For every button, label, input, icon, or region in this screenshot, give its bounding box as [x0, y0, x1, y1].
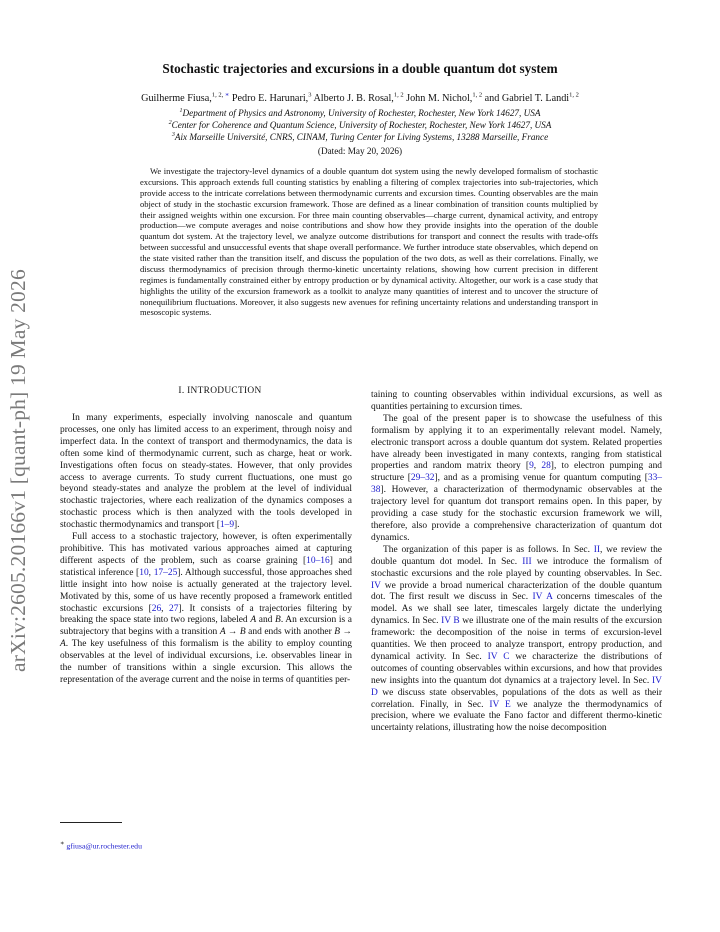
citation-link[interactable]: 26 — [151, 603, 162, 614]
body-text: . The key usefulness of this formalism is the ability to employ counting observables at the level of individual excursions, i.e. observables linear in the number of transitions within a single excursion. This allows the representation of the average current and the noise in terms of quantities per- — [60, 639, 352, 685]
author-email-link[interactable]: gfiusa@ur.rochester.edu — [66, 841, 142, 851]
citation-link[interactable]: 10–16 — [306, 555, 330, 566]
right-column-paragraph — [371, 414, 662, 545]
body-text: taining to counting observables within individual excursions, as well as quantities pertaining to excursion times. — [371, 390, 662, 412]
citation-link[interactable]: 33–38 — [371, 473, 662, 496]
math-text: A — [250, 615, 257, 626]
affiliation-1: $^1$Department of Physics and Astronomy, University of Rochester, Rochester, New York 14627, USA — [179, 108, 541, 119]
section-heading-introduction: I. INTRODUCTION — [178, 386, 262, 396]
left-column-text — [60, 413, 352, 687]
author-1: Guilherme Fiusa,$^{1, 2,}$ ∗ — [141, 92, 230, 105]
citation-link[interactable]: IV D — [371, 675, 662, 698]
body-text: , — [161, 603, 170, 614]
citation-link[interactable]: 28 — [541, 461, 551, 472]
author-2: Pedro E. Harunari,$^3$ — [229, 92, 312, 105]
body-text: ]. Although successful, those approaches shed little insight into how noise is actually generated at the trajectory level. Motivated by this, some of us have recently proposed a framework entitled stochastic excursions [ — [60, 567, 353, 614]
body-text: ] and statistical inference [ — [60, 555, 352, 578]
body-text: ]. It consists of a trajectories filtering by breaking the space state into two regions, labeled — [60, 603, 352, 626]
body-text: and — [256, 615, 276, 626]
body-text: we provide a broad numerical characterization of the double quantum dot. The first result we discuss in Sec. — [371, 580, 662, 603]
affiliation-2: $^2$Center for Coherence and Quantum Science, University of Rochester, Rochester, New York 14627, USA — [168, 120, 552, 131]
corresponding-author-footnote: ∗ gfiusa@ur.rochester.edu — [60, 840, 142, 851]
affiliation-3: $^3$Aix Marseille Université, CNRS, CINAM, Turing Center for Living Systems, 13288 Marseille, France — [171, 132, 549, 143]
author-3: Alberto J. B. Rosal,$^{1, 2}$ — [311, 92, 404, 105]
body-text: The organization of this paper is as follows. In Sec. — [383, 544, 594, 555]
abstract: We investigate the trajectory-level dynamics of a double quantum dot system using the newly developed formalism of stochastic excursions. This approach extends full counting statistics by enabling a filtering of complex trajectories into sub-trajectories, which provide access to the intricate correlations between thermodynamic currents and excursion times. Counting observables are the main object of study in the stochastic excursion framework. Those are defined as a linear combination of transition counts multiplied by their assigned weights within one excursion. For three main counting observables—charge current, dynamical activity, and entropy production—we compute averages and noise contributions and show how they provide insights into the operation of the double quantum dot system. At the trajectory level, we analyze outcome distributions for transport and connect the results with trade-offs between successful and unsuccessful events that shape overall performance. We further introduce state observables, which depend on the state visited rather than the transition itself, and discuss the population of the two dots, as well as their correlations. Finally, we discuss thermodynamics of precision through thermo-kinetic uncertainty relations, showing how current precision in different regimes is fundamentally constrained either by entropy production or by dynamical activity. Altogether, our work is a case study that highlights the utility of the excursion framework as a toolkit to analyze many quantities of interest and to uncover the structure of nonequilibrium fluctuations. Moreover, it also suggests new avenues for refining uncertainty relations and understanding transport in mesoscopic systems. — [140, 166, 598, 318]
body-text: we characterize the distributions of outcomes of counting observables within excursions, and how that provides new insights into the quantum dot dynamics at a trajectory level. In Sec. — [371, 651, 662, 686]
citation-link[interactable]: IV C — [487, 651, 510, 662]
citation-link[interactable]: IV E — [489, 699, 511, 710]
body-text: we analyze the thermodynamics of precision, where we evaluate the Fano factor and different thermo-kinetic uncertainty relations, illustrating how the noise decomposition — [371, 699, 662, 734]
author-list — [40, 91, 680, 104]
dated-line: (Dated: May 20, 2026) — [317, 146, 403, 156]
author-4: John M. Nichol,$^{1, 2}$ — [403, 92, 483, 105]
citation-link[interactable]: III — [522, 556, 532, 567]
citation-link[interactable]: IV A — [532, 592, 553, 603]
body-text: and ends with another — [245, 627, 335, 638]
paper-title: Stochastic trajectories and excursions in a double quantum dot system — [162, 61, 558, 76]
body-text: we illustrate one of the main results of the excursion framework: the decomposition of the noise in terms of excursion-level quantities. We then proceed to analyze transport, entropy production, and dynamical activity. In Sec. — [371, 616, 662, 662]
body-text: , — [533, 461, 542, 472]
arxiv-identifier-stamp: arXiv:2605.20166v1 [quant-ph] 19 May 2026 — [6, 269, 30, 672]
left-column-paragraph — [60, 413, 352, 532]
body-text: ]. — [234, 520, 240, 531]
citation-link[interactable]: 27 — [169, 603, 179, 614]
body-text: , we review the double quantum dot model. In Sec. — [371, 544, 662, 567]
citation-link[interactable]: II — [593, 544, 601, 555]
right-column-paragraph — [371, 545, 662, 736]
citation-link[interactable]: 17–25 — [153, 567, 178, 578]
citation-link[interactable]: IV B — [441, 616, 460, 627]
body-text: we introduce the formalism of stochastic excursions and the role played by counting observables. In Sec. — [371, 556, 662, 579]
body-text: ], to electron pumping and structure [ — [371, 461, 663, 484]
body-text: concerns timescales of the model. As we shall see later, timescales largely dictate the underlying dynamics. In Sec. — [371, 592, 663, 627]
citation-link[interactable]: 9 — [529, 461, 534, 472]
citation-link[interactable]: IV — [371, 580, 381, 591]
right-column-paragraph — [371, 390, 662, 414]
right-column-text — [371, 390, 662, 735]
author-5: and Gabriel T. Landi$^{1, 2}$ — [482, 92, 579, 105]
body-text: ], and as a promising venue for quantum computing [ — [434, 473, 648, 484]
body-text: In many experiments, especially involving nanoscale and quantum processes, one only has limited access to an experiment, through noisy and imperfect data. In the context of transport and thermodynamics, the data is often some kind of thermodynamic current, such as charge, heat or work. Investigations often focus on steady-states. However, that only provides access to average currents. To study current fluctuations, one must go beyond steady-states and analyze the problem at the level of individual stochastic trajectories, where each realization of the dynamics composes a stochastic process which is then analyzed with the tools developed in stochastic thermodynamics and transport [ — [60, 413, 352, 531]
left-column-paragraph — [60, 532, 352, 687]
math-text: A → B — [219, 627, 246, 638]
body-text: we discuss state observables, populations of the dots as well as their correlation. Finally, in Sec. — [371, 687, 662, 710]
body-text: The goal of the present paper is to showcase the usefulness of this formalism by applying it to an experimentally relevant model. Namely, electronic transport across a double quantum dot system. Related properties have already been investigated in many contexts, ranging from statistical properties and random matrix theory [ — [371, 413, 662, 472]
author-footnote-link[interactable]: ∗ — [224, 92, 230, 99]
math-text: B → A — [60, 627, 352, 650]
citation-link[interactable]: 29–32 — [410, 473, 435, 484]
body-text: , — [148, 567, 154, 578]
body-text: ]. However, a characterization of thermodynamic observables at the trajectory level for quantum dot transport remains open. In this paper, by providing a case study for the stochastic excursion framework we will, therefore, also provide a comprehensive characterization of quantum dot dynamics. — [371, 485, 662, 543]
citation-link[interactable]: 1–9 — [219, 520, 235, 531]
body-text: Full access to a stochastic trajectory, however, is often experimentally prohibitive. This has motivated various approaches aimed at capturing different aspects of the problem, such as coarse graining [ — [60, 532, 352, 566]
citation-link[interactable]: 10 — [139, 567, 149, 578]
body-text: . An excursion is a subtrajectory that begins with a transition — [60, 615, 353, 638]
footnote-rule — [60, 822, 122, 823]
math-text: B — [275, 615, 281, 626]
